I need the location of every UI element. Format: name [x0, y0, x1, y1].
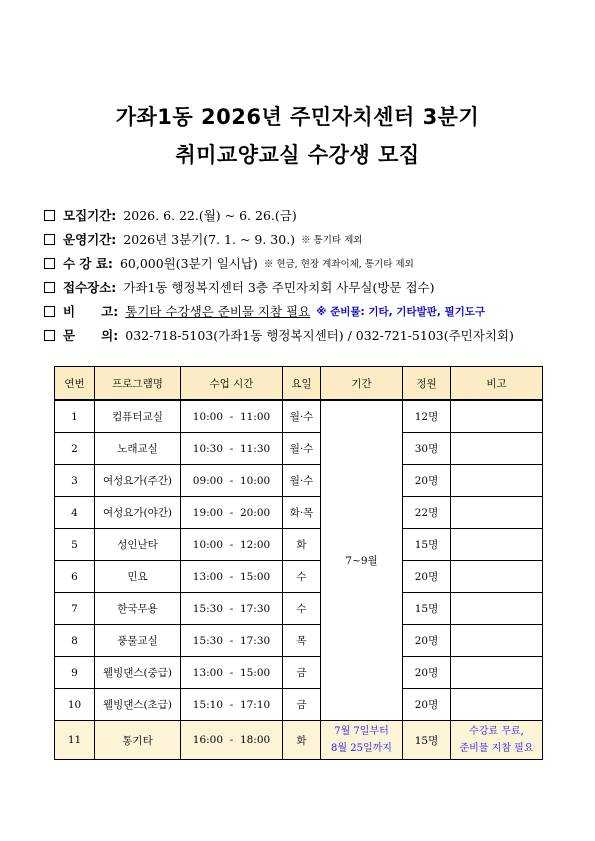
- remark-line1: 수강료 무료,: [469, 726, 524, 737]
- cell-time: 15:10 - 17:10: [181, 689, 283, 721]
- checkbox-square-icon: [44, 330, 55, 341]
- info-list: [44, 203, 574, 347]
- info-supplies-note: ※ 준비물: 기타, 기타발판, 필기도구: [316, 305, 486, 318]
- checkbox-square-icon: [44, 234, 55, 245]
- cell-program: 한국무용: [95, 593, 181, 625]
- cell-day: 화: [283, 529, 321, 561]
- cell-time: 15:30 - 17:30: [181, 593, 283, 625]
- info-value: 032-718-5103(가좌1동 행정복지센터) / 032-721-5103(주민자치회): [125, 328, 514, 343]
- col-header-capacity: 정원: [403, 367, 451, 401]
- cell-remarks: [451, 433, 543, 465]
- cell-capacity: 22명: [403, 497, 451, 529]
- cell-no: 1: [55, 400, 95, 433]
- cell-time: 16:00 - 18:00: [181, 721, 283, 760]
- col-header-program: 프로그램명: [95, 367, 181, 401]
- cell-program: 풍물교실: [95, 625, 181, 657]
- cell-day: 수: [283, 593, 321, 625]
- cell-day: 목: [283, 625, 321, 657]
- checkbox-square-icon: [44, 258, 55, 269]
- cell-capacity: 20명: [403, 689, 451, 721]
- info-note: ※ 통기타 제외: [301, 235, 363, 246]
- col-header-time: 수업 시간: [181, 367, 283, 401]
- table-row: [55, 497, 543, 529]
- cell-period-common: 7~9월: [321, 400, 403, 721]
- info-contact: [44, 323, 574, 347]
- table-row: [55, 433, 543, 465]
- period-start: 7월 7일부터: [334, 726, 389, 737]
- cell-program: 컴퓨터교실: [95, 400, 181, 433]
- cell-capacity: 20명: [403, 561, 451, 593]
- info-label: 접수장소:: [63, 280, 117, 295]
- info-note: ※ 현금, 현장 계좌이체, 통기타 제외: [263, 259, 414, 270]
- cell-capacity: 15명: [403, 593, 451, 625]
- cell-no: 5: [55, 529, 95, 561]
- table-row: [55, 625, 543, 657]
- cell-capacity: 15명: [403, 529, 451, 561]
- cell-program: 노래교실: [95, 433, 181, 465]
- col-header-remarks: 비고: [451, 367, 543, 401]
- table-row: [55, 561, 543, 593]
- cell-time: 19:00 - 20:00: [181, 497, 283, 529]
- cell-time: 15:30 - 17:30: [181, 625, 283, 657]
- cell-remarks: [451, 689, 543, 721]
- cell-program: 통기타: [95, 721, 181, 760]
- info-remarks: [44, 299, 574, 323]
- cell-no: 11: [55, 721, 95, 760]
- info-label: 모집기간:: [63, 208, 117, 223]
- cell-no: 9: [55, 657, 95, 689]
- cell-remarks: [451, 625, 543, 657]
- cell-time: 10:00 - 12:00: [181, 529, 283, 561]
- table-row: [55, 657, 543, 689]
- checkbox-square-icon: [44, 306, 55, 317]
- info-value: 2026년 3분기(7. 1. ~ 9. 30.): [123, 232, 296, 247]
- page-title-line2: 취미교양교실 수강생 모집: [175, 143, 420, 167]
- table-row: [55, 593, 543, 625]
- cell-program: 민요: [95, 561, 181, 593]
- page-title-line1: 가좌1동 2026년 주민자치센터 3분기: [115, 105, 480, 129]
- cell-time: 10:30 - 11:30: [181, 433, 283, 465]
- cell-time: 10:00 - 11:00: [181, 400, 283, 433]
- cell-no: 4: [55, 497, 95, 529]
- table-row: [55, 465, 543, 497]
- info-value: 60,000원(3분기 일시납): [119, 256, 258, 271]
- col-header-day: 요일: [283, 367, 321, 401]
- info-location: [44, 275, 574, 299]
- cell-day: 화·목: [283, 497, 321, 529]
- cell-capacity: 20명: [403, 625, 451, 657]
- col-header-no: 연번: [55, 367, 95, 401]
- cell-period-guitar: [321, 721, 403, 760]
- info-value: 2026. 6. 22.(월) ~ 6. 26.(금): [123, 208, 297, 223]
- cell-capacity: 20명: [403, 657, 451, 689]
- cell-capacity: 12명: [403, 400, 451, 433]
- info-value: 가좌1동 행정복지센터 3층 주민자치회 사무실(방문 접수): [123, 280, 435, 295]
- cell-program: 웰빙댄스(초급): [95, 689, 181, 721]
- remark-line2: 준비물 지참 필요: [459, 743, 534, 754]
- cell-capacity: 15명: [403, 721, 451, 760]
- info-operation-period: [44, 227, 574, 251]
- cell-day: 월·수: [283, 400, 321, 433]
- table-header-row: [55, 367, 543, 401]
- table-row: [55, 529, 543, 561]
- info-fee: [44, 251, 574, 275]
- cell-remarks: [451, 497, 543, 529]
- cell-remarks: [451, 657, 543, 689]
- cell-remarks: [451, 593, 543, 625]
- cell-program: 여성요가(야간): [95, 497, 181, 529]
- info-label: 문 의:: [63, 328, 119, 343]
- cell-remarks: [451, 400, 543, 433]
- info-label: 운영기간:: [63, 232, 117, 247]
- cell-day: 화: [283, 721, 321, 760]
- cell-remarks: [451, 529, 543, 561]
- col-header-period: 기간: [321, 367, 403, 401]
- cell-day: 수: [283, 561, 321, 593]
- cell-time: 13:00 - 15:00: [181, 561, 283, 593]
- schedule-table: [54, 366, 543, 760]
- checkbox-square-icon: [44, 210, 55, 221]
- cell-no: 3: [55, 465, 95, 497]
- cell-remarks: [451, 561, 543, 593]
- cell-capacity: 20명: [403, 465, 451, 497]
- cell-remarks: [451, 465, 543, 497]
- info-value: 통기타 수강생은 준비물 지참 필요: [125, 304, 311, 319]
- info-label: 비 고:: [63, 304, 119, 319]
- cell-capacity: 30명: [403, 433, 451, 465]
- cell-day: 월·수: [283, 433, 321, 465]
- cell-no: 10: [55, 689, 95, 721]
- cell-time: 13:00 - 15:00: [181, 657, 283, 689]
- cell-program: 성인난타: [95, 529, 181, 561]
- cell-remarks-guitar: [451, 721, 543, 760]
- cell-program: 여성요가(주간): [95, 465, 181, 497]
- cell-day: 금: [283, 657, 321, 689]
- cell-day: 월·수: [283, 465, 321, 497]
- cell-no: 8: [55, 625, 95, 657]
- cell-no: 7: [55, 593, 95, 625]
- checkbox-square-icon: [44, 282, 55, 293]
- cell-day: 금: [283, 689, 321, 721]
- cell-no: 6: [55, 561, 95, 593]
- table-row: [55, 400, 543, 433]
- cell-time: 09:00 - 10:00: [181, 465, 283, 497]
- table-row: [55, 689, 543, 721]
- info-label: 수 강 료:: [63, 256, 113, 271]
- table-row-guitar: [55, 721, 543, 760]
- cell-program: 웰빙댄스(중급): [95, 657, 181, 689]
- period-end: 8월 25일까지: [331, 743, 392, 754]
- cell-no: 2: [55, 433, 95, 465]
- info-recruit-period: [44, 203, 574, 227]
